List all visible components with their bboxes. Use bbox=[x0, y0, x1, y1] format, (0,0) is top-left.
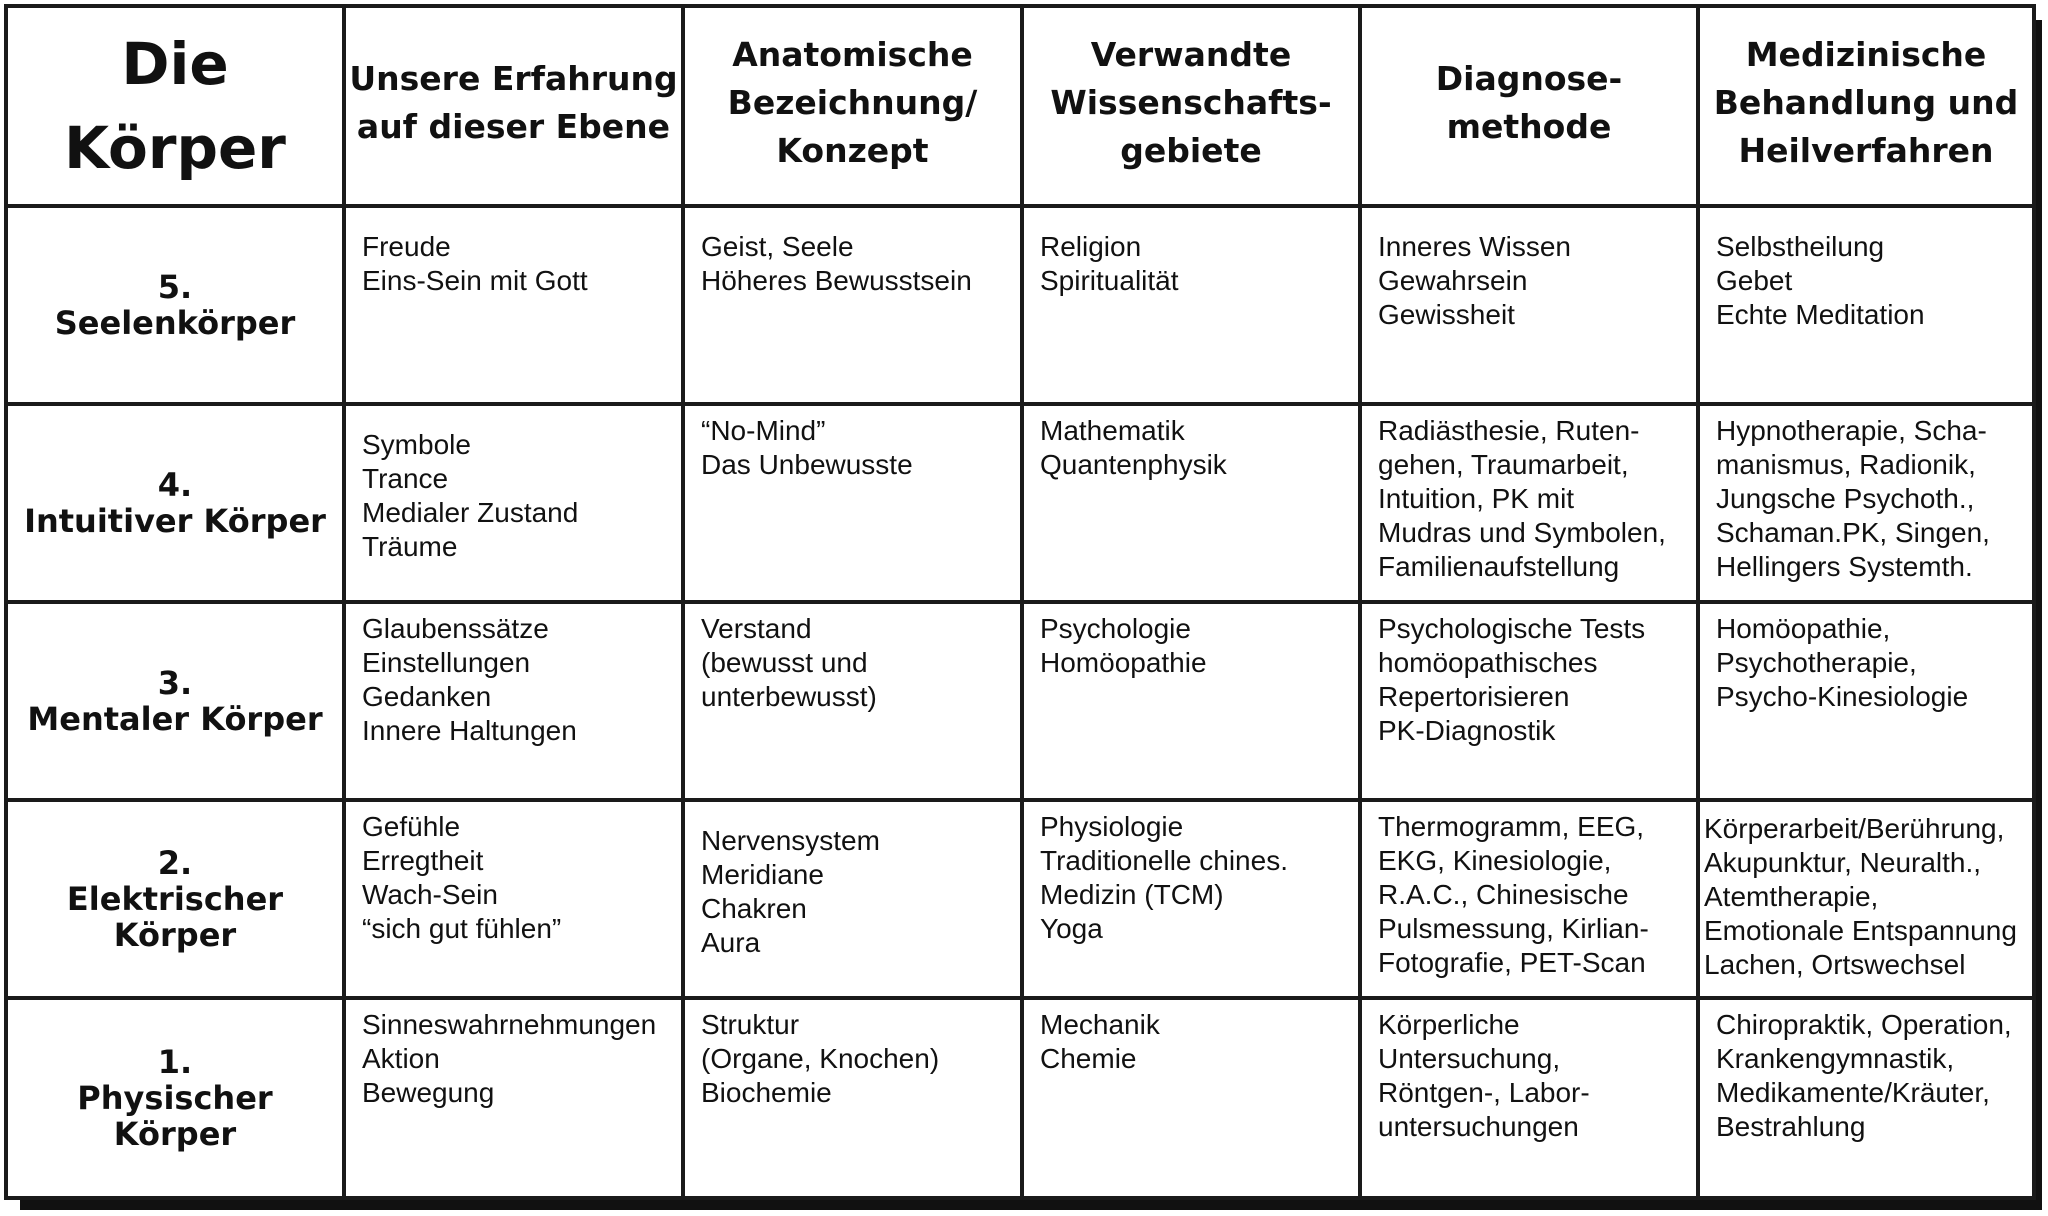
cell-text: Symbole Trance Medialer Zustand Träume bbox=[362, 429, 579, 562]
row-name: Intuitiver Körper bbox=[24, 502, 326, 540]
table-cell bbox=[1022, 800, 1360, 998]
column-header-diagnosis bbox=[1360, 6, 1698, 206]
cell-text: Körperarbeit/Berührung, Akupunktur, Neuralth., Atemtherapie, Emotionale Entspannung Lachen, Ortswechsel bbox=[1704, 813, 2017, 980]
cell-text: Thermogramm, EEG, EKG, Kinesiologie, R.A.C., Chinesische Pulsmessung, Kirlian- Fotografie, PET-Scan bbox=[1378, 811, 1649, 978]
cell-text: Mathematik Quantenphysik bbox=[1040, 415, 1227, 480]
cell-text: Homöopathie, Psychotherapie, Psycho-Kinesiologie bbox=[1716, 613, 1969, 712]
table-cell bbox=[683, 998, 1022, 1198]
row-number: 3. bbox=[157, 664, 193, 702]
row-name: Seelenkörper bbox=[54, 304, 296, 342]
column-header-sciences bbox=[1022, 6, 1360, 206]
table-cell bbox=[344, 602, 683, 800]
table-cell bbox=[1022, 998, 1360, 1198]
table-cell bbox=[683, 602, 1022, 800]
cell-text: Physiologie Traditionelle chines. Medizin (TCM) Yoga bbox=[1040, 811, 1288, 944]
row-header bbox=[6, 602, 344, 800]
table-cell bbox=[683, 800, 1022, 998]
row-number: 5. bbox=[157, 268, 193, 306]
table-cell bbox=[1698, 800, 2034, 998]
cell-text: Freude Eins-Sein mit Gott bbox=[362, 231, 588, 296]
row-header bbox=[6, 800, 344, 998]
cell-text: Geist, Seele Höheres Bewusstsein bbox=[701, 231, 972, 296]
cell-text: Selbstheilung Gebet Echte Meditation bbox=[1716, 231, 1925, 330]
cell-text: Mechanik Chemie bbox=[1040, 1009, 1160, 1074]
row-number: 1. bbox=[157, 1043, 193, 1081]
table-cell bbox=[683, 206, 1022, 404]
cell-text: Sinneswahrnehmungen Aktion Bewegung bbox=[362, 1009, 657, 1108]
column-header-label: Diagnose- methode bbox=[1435, 59, 1623, 146]
cell-text: Psychologische Tests homöopathisches Repertorisieren PK-Diagnostik bbox=[1378, 613, 1646, 746]
cell-text: Inneres Wissen Gewahrsein Gewissheit bbox=[1378, 231, 1571, 330]
row-header bbox=[6, 404, 344, 602]
table-cell bbox=[1698, 404, 2034, 602]
table-row-mentaler-koerper bbox=[6, 602, 2034, 800]
cell-text: Psychologie Homöopathie bbox=[1040, 613, 1207, 678]
table-cell bbox=[1698, 998, 2034, 1198]
cell-text: Körperliche Untersuchung, Röntgen-, Labor- untersuchungen bbox=[1378, 1009, 1590, 1142]
table-cell bbox=[1698, 206, 2034, 404]
cell-text: Religion Spiritualität bbox=[1040, 231, 1179, 296]
table-cell bbox=[344, 800, 683, 998]
row-number: 2. bbox=[157, 844, 193, 882]
cell-text: “No-Mind” Das Unbewusste bbox=[701, 415, 913, 480]
table-cell bbox=[1022, 206, 1360, 404]
cell-text: Gefühle Erregtheit Wach-Sein “sich gut fühlen” bbox=[362, 811, 562, 944]
row-header bbox=[6, 206, 344, 404]
corner-title: Die Körper bbox=[64, 30, 286, 182]
column-header-label: Anatomische Bezeichnung/ Konzept bbox=[727, 35, 978, 170]
table-cell bbox=[683, 404, 1022, 602]
row-name: Physischer Körper bbox=[77, 1079, 273, 1153]
header-row bbox=[6, 6, 2034, 206]
column-header-treatment bbox=[1698, 6, 2034, 206]
table-row-intuitiver-koerper bbox=[6, 404, 2034, 602]
table-cell bbox=[1360, 206, 1698, 404]
table-cell bbox=[1698, 602, 2034, 800]
corner-title-cell bbox=[6, 6, 344, 206]
row-name: Mentaler Körper bbox=[27, 700, 323, 738]
cell-text: Glaubenssätze Einstellungen Gedanken Innere Haltungen bbox=[362, 613, 577, 746]
table-cell bbox=[1022, 404, 1360, 602]
table-cell bbox=[344, 206, 683, 404]
table-cell bbox=[344, 404, 683, 602]
table-cell bbox=[1360, 602, 1698, 800]
column-header-anatomy bbox=[683, 6, 1022, 206]
row-name: Elektrischer Körper bbox=[66, 880, 284, 954]
table-row-physischer-koerper bbox=[6, 998, 2034, 1198]
cell-text: Chiropraktik, Operation, Krankengymnastik, Medikamente/Kräuter, Bestrahlung bbox=[1716, 1009, 2012, 1142]
row-number: 4. bbox=[157, 466, 193, 504]
table-cell bbox=[1022, 602, 1360, 800]
table-cell bbox=[1360, 800, 1698, 998]
body-levels-table bbox=[4, 4, 2036, 1200]
cell-text: Hypnotherapie, Scha- manismus, Radionik, Jungsche Psychoth., Schaman.PK, Singen, Hellingers Systemth. bbox=[1716, 415, 1990, 582]
table-row-elektrischer-koerper bbox=[6, 800, 2034, 998]
table-row-seelenkoerper bbox=[6, 206, 2034, 404]
cell-text: Nervensystem Meridiane Chakren Aura bbox=[701, 825, 880, 958]
table-cell bbox=[1360, 998, 1698, 1198]
cell-text: Struktur (Organe, Knochen) Biochemie bbox=[701, 1009, 940, 1108]
column-header-label: Verwandte Wissenschafts- gebiete bbox=[1050, 35, 1332, 170]
table-cell bbox=[344, 998, 683, 1198]
table-cell bbox=[1360, 404, 1698, 602]
row-header bbox=[6, 998, 344, 1198]
column-header-label: Unsere Erfahrung auf dieser Ebene bbox=[349, 59, 678, 146]
column-header-label: Medizinische Behandlung und Heilverfahren bbox=[1713, 35, 2019, 170]
column-header-experience bbox=[344, 6, 683, 206]
cell-text: Radiästhesie, Ruten- gehen, Traumarbeit, Intuition, PK mit Mudras und Symbolen, Familienaufstellung bbox=[1378, 415, 1666, 582]
cell-text: Verstand (bewusst und unterbewusst) bbox=[701, 613, 877, 712]
